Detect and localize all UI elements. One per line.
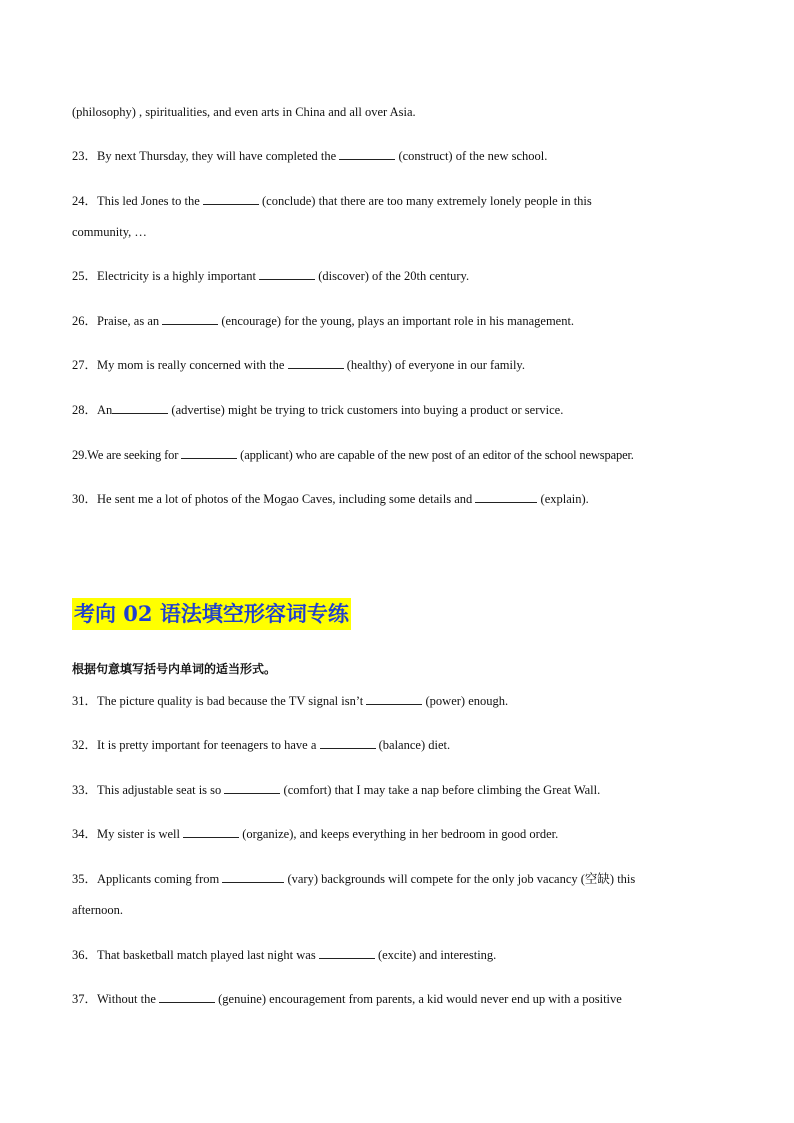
line-text: community, … <box>72 225 147 239</box>
answer-blank[interactable] <box>339 148 395 160</box>
question-hint: (encourage) for the young, plays an important role in his management. <box>218 314 575 328</box>
question-34 <box>72 826 734 842</box>
question-text: 26．Praise, as an <box>72 314 163 328</box>
question-text: 36．That basketball match played last night was <box>72 948 319 962</box>
answer-blank[interactable] <box>320 737 376 749</box>
question-36 <box>72 947 734 963</box>
question-text: 35．Applicants coming from <box>72 872 223 886</box>
question-hint: (explain). <box>537 492 589 506</box>
question-text: 29.We are seeking for <box>72 448 182 462</box>
question-35 <box>72 871 734 887</box>
question-25 <box>72 268 734 284</box>
question-text: 30．He sent me a lot of photos of the Mogao Caves, including some details and <box>72 492 476 506</box>
question-hint: (genuine) encouragement from parents, a kid would never end up with a positive <box>215 992 622 1006</box>
answer-blank[interactable] <box>475 491 537 503</box>
question-hint: (vary) backgrounds will compete for the only job vacancy (空缺) this <box>284 872 636 886</box>
answer-blank[interactable] <box>112 402 168 414</box>
question-text: 31．The picture quality is bad because the TV signal isn’t <box>72 694 367 708</box>
answer-blank[interactable] <box>288 357 344 369</box>
question-text: 27．My mom is really concerned with the <box>72 358 288 372</box>
question-hint: (organize), and keeps everything in her bedroom in good order. <box>239 827 559 841</box>
answer-blank[interactable] <box>224 782 280 794</box>
question-24-continuation <box>72 224 734 240</box>
answer-blank[interactable] <box>319 947 375 959</box>
question-hint: (balance) diet. <box>375 738 451 752</box>
question-hint: (comfort) that I may take a nap before climbing the Great Wall. <box>280 783 601 797</box>
question-24 <box>72 193 734 209</box>
question-text: 25．Electricity is a highly important <box>72 269 260 283</box>
question-26 <box>72 313 734 329</box>
line-text: (philosophy) , spiritualities, and even arts in China and all over Asia. <box>72 105 416 119</box>
question-37 <box>72 991 734 1007</box>
question-text: 23．By next Thursday, they will have completed the <box>72 149 340 163</box>
question-hint: (excite) and interesting. <box>374 948 497 962</box>
question-hint: (construct) of the new school. <box>395 149 548 163</box>
answer-blank[interactable] <box>159 991 215 1003</box>
question-hint: (discover) of the 20th century. <box>315 269 470 283</box>
question-hint: (advertise) might be trying to trick customers into buying a product or service. <box>168 403 564 417</box>
question-text: 33．This adjustable seat is so <box>72 783 225 797</box>
question-31 <box>72 693 734 709</box>
question-text: 32．It is pretty important for teenagers to have a <box>72 738 320 752</box>
question-hint: (healthy) of everyone in our family. <box>343 358 525 372</box>
line-text: afternoon. <box>72 903 124 917</box>
question-30 <box>72 491 734 507</box>
question-hint: (applicant) who are capable of the new post of an editor of the school newspaper. <box>237 448 634 462</box>
section-instruction: 根据句意填写括号内单词的适当形式。 <box>72 662 277 676</box>
answer-blank[interactable] <box>203 193 259 205</box>
question-text: 37．Without the <box>72 992 159 1006</box>
answer-blank[interactable] <box>222 871 284 883</box>
question-text: 28．An <box>72 403 113 417</box>
answer-blank[interactable] <box>162 313 218 325</box>
question-29 <box>72 447 734 463</box>
question-hint: (conclude) that there are too many extremely lonely people in this <box>258 194 592 208</box>
question-33 <box>72 782 734 798</box>
answer-blank[interactable] <box>366 693 422 705</box>
answer-blank[interactable] <box>183 826 239 838</box>
question-27 <box>72 357 734 373</box>
question-text: 34．My sister is well <box>72 827 184 841</box>
answer-blank[interactable] <box>181 447 237 459</box>
question-28 <box>72 402 734 418</box>
text-line-continuation <box>72 104 734 120</box>
question-23 <box>72 148 734 164</box>
answer-blank[interactable] <box>259 268 315 280</box>
section-heading: 考向 02 语法填空形容词专练 <box>72 598 351 630</box>
question-35-continuation <box>72 902 734 918</box>
question-hint: (power) enough. <box>422 694 509 708</box>
question-32 <box>72 737 734 753</box>
question-text: 24．This led Jones to the <box>72 194 203 208</box>
